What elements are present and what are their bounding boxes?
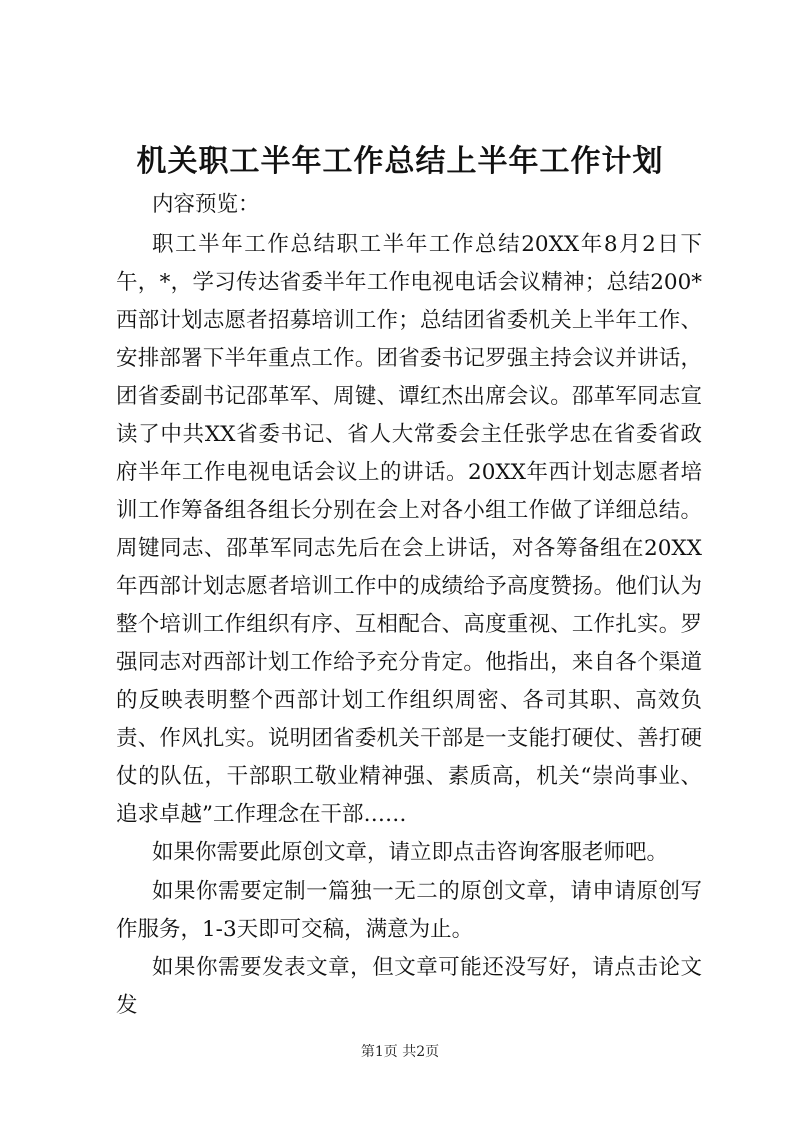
consult-prompt-paragraph: 如果你需要此原创文章，请立即点击咨询客服老师吧。 bbox=[152, 840, 669, 865]
main-paragraph: 职工半年工作总结职工半年工作总结20XX年8月2日下午，*，学习传达省委半年工作电视电话会议精神；总结200*西部计划志愿者招募培训工作；总结团省委机关上半年工作、安排部署下半年重点工作。团省委书记罗强主持会议并讲话，团省委副书记邵革军、周键、谭红杰出席会议。邵革军同志宣读了中共XX省委书记、省人大常委会主任张学忠在省委省政府半年工作电视电话会议上的讲话。20XX年西计划志愿者培训工作筹备组各组长分别在会上对各小组工作做了详细总结。周键同志、邵革军同志先后在会上讲话，对各筹备组在20XX年西部计划志愿者培训工作中的成绩给予高度赞扬。他们认为整个培训工作组织有序、互相配合、高度重视、工作扎实。罗强同志对西部计划工作给予充分肯定。他指出，来自各个渠道的反映表明整个西部计划工作组织周密、各司其职、高效负责、作风扎实。说明团省委机关干部是一支能打硬仗、善打硬仗的队伍，干部职工敬业精神强、素质高，机关“崇尚事业、追求卓越”工作理念在干部…… bbox=[116, 232, 702, 827]
publish-prompt-paragraph: 如果你需要发表文章，但文章可能还没写好，请点击论文发 bbox=[116, 955, 702, 1018]
custom-writing-prompt-paragraph: 如果你需要定制一篇独一无二的原创文章，请申请原创写作服务，1-3天即可交稿，满意为止。 bbox=[116, 879, 702, 942]
page-indicator: 第1页 共2页 bbox=[360, 1044, 440, 1060]
preview-label: 内容预览： bbox=[152, 192, 260, 217]
document-title: 机关职工半年工作总结上半年工作计划 bbox=[136, 144, 664, 179]
